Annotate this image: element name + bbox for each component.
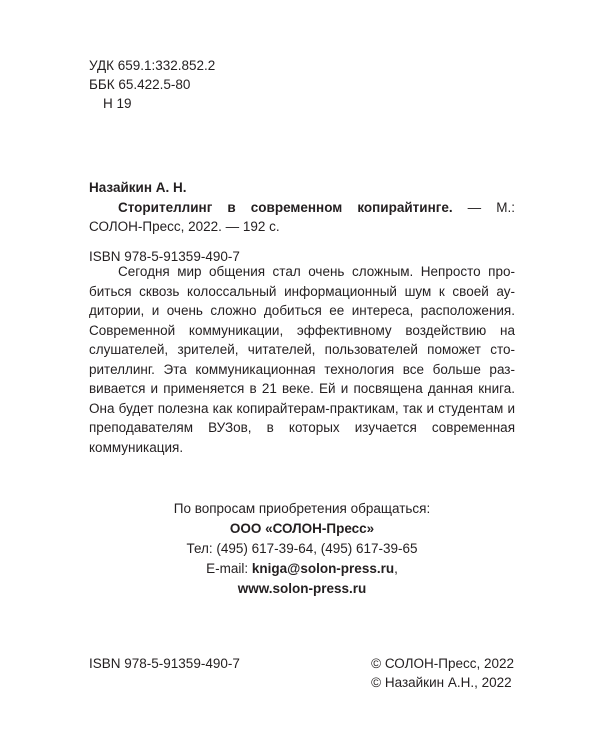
website-link[interactable]: www.solon-press.ru (237, 581, 367, 596)
purchase-contacts (89, 499, 515, 599)
annotation-text: Сегодня мир общения стал очень сложным. Непросто пробиться сквозь колоссальный информационный шум к своей аудитории, и очень сложно добиться ее интереса, расположения. Современной коммуникации, эффективному воздействию на слушателей, зрителей, читателей, пользователей поможет сторителлинг. Эта коммуникационная технология все больше развивается и применяется в 21 веке. Ей и посвящена данная книга. Она будет полезна как копирайтерам-практикам, так и студентам и преподавателям ВУЗов, в которых изучается современная коммуникация. (89, 264, 515, 455)
copyright-block (371, 654, 514, 692)
footer-isbn: ISBN 978-5-91359-490-7 (89, 656, 240, 671)
isbn: ISBN 978-5-91359-490-7 (89, 248, 240, 264)
classification-block (89, 56, 215, 113)
bbk-code: ББК 65.422.5-80 (89, 77, 191, 92)
bibliographic-description (89, 178, 515, 266)
book-title: Сторителлинг в современном копирайтинге. (118, 199, 453, 215)
author-mark: Н 19 (103, 96, 132, 111)
book-description (89, 198, 515, 237)
publisher-name: ООО «СОЛОН-Пресс» (229, 521, 375, 536)
copyright-author: © Назайкин А.Н., 2022 (371, 675, 512, 690)
email-line (89, 559, 515, 579)
copyright-publisher: © СОЛОН-Пресс, 2022 (371, 656, 514, 671)
phone-numbers: Тел: (495) 617-39-64, (495) 617-39-65 (186, 541, 418, 556)
email-link[interactable]: kniga@solon-press.ru (251, 561, 395, 576)
email-suffix: , (394, 561, 398, 576)
email-label: E-mail: (206, 561, 252, 576)
author-name: Назайкин А. Н. (89, 180, 187, 195)
udk-code: УДК 659.1:332.852.2 (89, 58, 216, 73)
contacts-intro: По вопросам приобретения обращаться: (173, 501, 431, 516)
publication-info: — М.: СОЛОН-Пресс, 2022. — 192 с. (89, 199, 516, 234)
